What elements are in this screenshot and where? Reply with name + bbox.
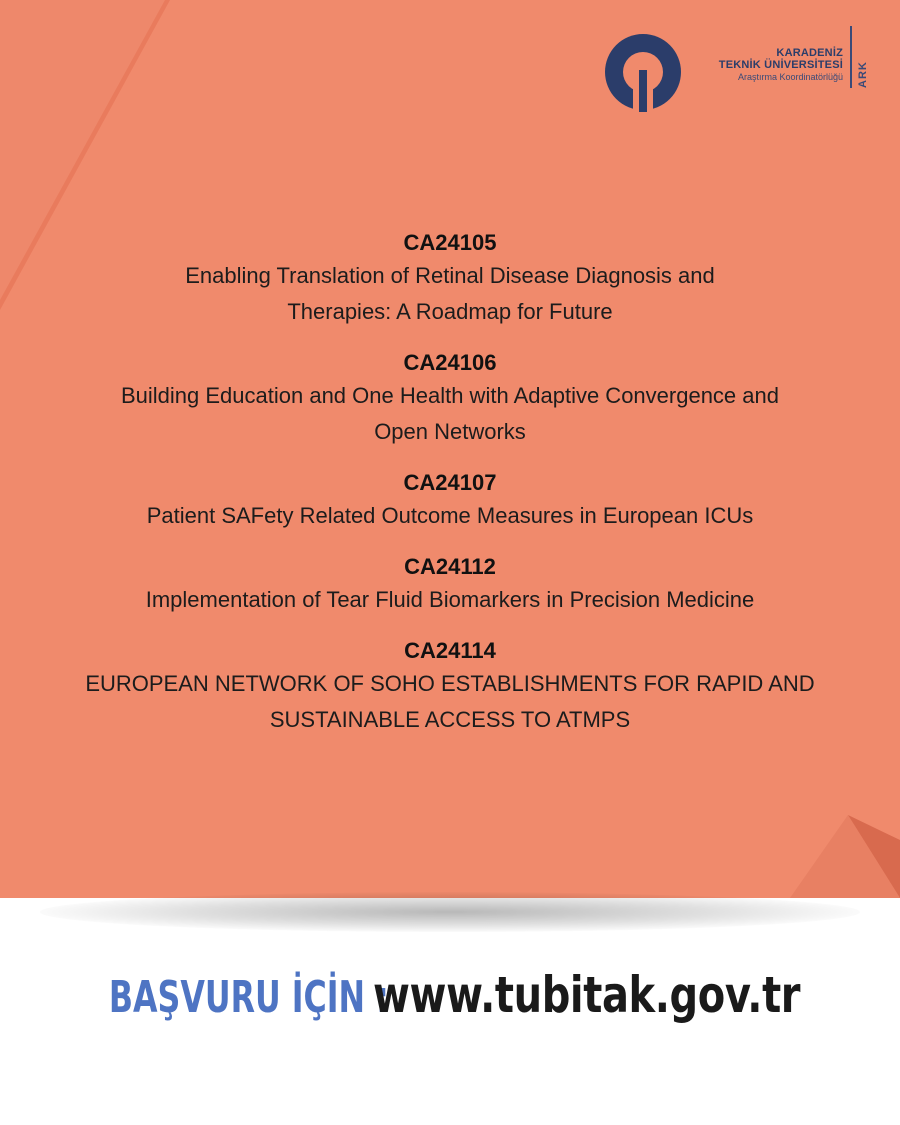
logo-abbreviation: ARK (857, 61, 869, 88)
project-title-line: Open Networks (374, 419, 526, 444)
project-title-line: EUROPEAN NETWORK OF SOHO ESTABLISHMENTS FOR RAPID AND (85, 671, 815, 696)
project-title-line: Building Education and One Health with Adaptive Convergence and (120, 383, 779, 408)
project-code: CA24106 (403, 350, 497, 375)
application-call (0, 966, 900, 1024)
ktu-emblem-icon (603, 32, 683, 112)
project-code: CA24114 (404, 638, 496, 663)
project-item (0, 636, 900, 738)
university-logo (603, 26, 883, 116)
project-item (0, 348, 900, 450)
project-item (0, 552, 900, 618)
project-code: CA24105 (403, 230, 497, 255)
logo-text (691, 47, 843, 83)
project-code: CA24107 (403, 470, 497, 495)
project-item (0, 468, 900, 534)
poster-shadow (40, 892, 860, 932)
project-title-line: SUSTAINABLE ACCESS TO ATMPS (269, 707, 631, 732)
project-list (0, 228, 900, 756)
logo-divider (850, 26, 852, 88)
project-title-line: Implementation of Tear Fluid Biomarkers in Precision Medicine (145, 587, 755, 612)
project-title-line: Therapies: A Roadmap for Future (287, 299, 613, 324)
cta-url-link[interactable]: www.tubitak.gov.tr (373, 966, 801, 1024)
project-code: CA24112 (404, 554, 496, 579)
logo-university-name-line2: TEKNİK ÜNİVERSİTESİ (718, 59, 843, 71)
cta-label: BAŞVURU İÇİN : (108, 972, 389, 1023)
logo-department: Araştırma Koordinatörlüğü (737, 72, 843, 82)
project-item (0, 228, 900, 330)
project-title-line: Enabling Translation of Retinal Disease Diagnosis and (185, 263, 715, 288)
logo-university-name-line1: KARADENİZ (776, 47, 843, 59)
project-title-line: Patient SAFety Related Outcome Measures in European ICUs (146, 503, 754, 528)
